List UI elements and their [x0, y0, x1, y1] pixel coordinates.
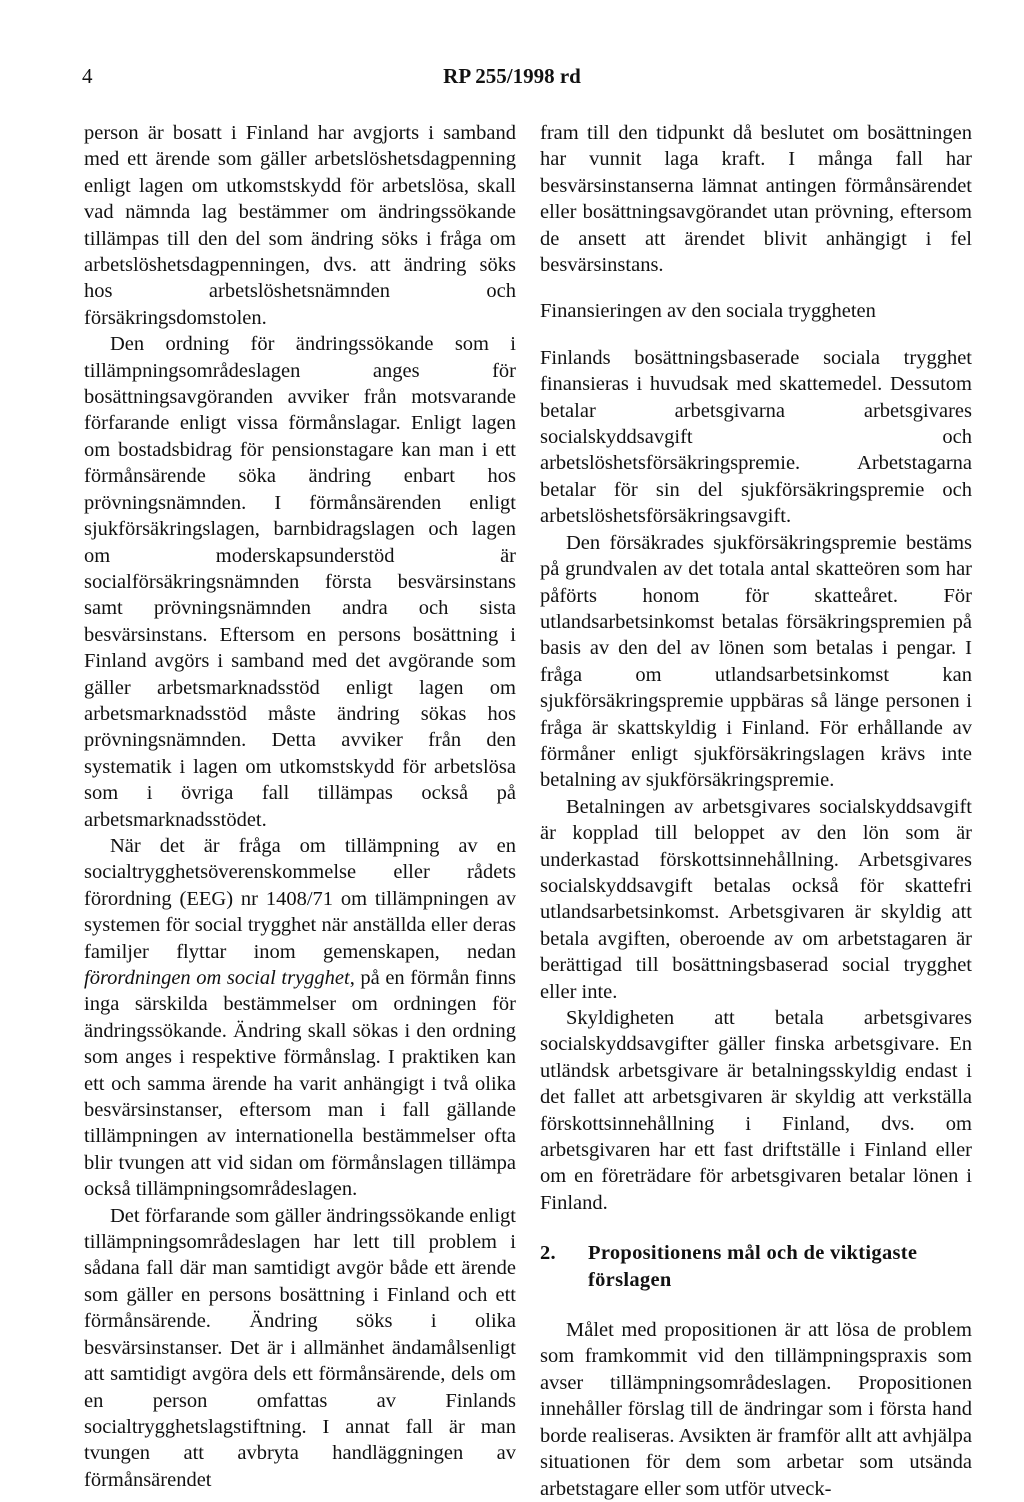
spacer — [540, 278, 972, 298]
paragraph: Den ordning för ändringssökande som i tillämpningsområdeslagen anges för bosättningsavgöranden avviker från motsvarande förfarande enligt vissa förmånslagar. Enligt lagen om bostadsbidrag för pensionstagare kan man i ett förmånsärende söka ändring enbart hos prövningsnämnden. I förmånsärenden enligt sjukförsäkringslagen, barnbidragslagen och lagen om moderskapsunderstöd är socialförsäkringsnämnden första besvärsinstans samt prövningsnämnden andra och sista besvärsinstans. Eftersom en persons bosättning i Finland avgörs i samband med det avgörande som gäller arbetsmarknadsstöd enligt lagen om arbetsmarknadsstöd måste ändring sökas hos prövningsnämnden. Detta avviker från den systematik i lagen om utkomstskydd för arbetslösa som i övriga fall tillämpas också på arbetsmarknadsstödet. — [84, 333, 516, 831]
italic-term: förordningen om social trygghet — [84, 967, 350, 989]
paragraph: Den försäkrades sjukförsäkringspremie bestäms på grundvalen av det totala antal skatteören som har påförts honom för skatteåret. För utlandsarbetsinkomst betalas försäkringspremien på basis av den del av lönen som betalas i pengar. I fråga om utlandsarbetsinkomst kan sjukförsäkringspremie uppbäras så länge personen i fråga är skattskyldig i Finland. För erhållande av förmåner enligt sjukförsäkringslagen krävs inte betalning av sjukförsäkringspremie. — [540, 531, 972, 792]
paragraph: Betalningen av arbetsgivares socialskyddsavgift är kopplad till beloppet av den lön som är underkastad förskottsinnehållning. Arbetsgivares socialskyddsavgift betalas också för skattefri utlandsarbetsinkomst. Arbetsgivaren är skyldig att betala avgiften, oberoende av om arbetstagaren är berättigad till bosättningsbaserad social trygghet eller inte. — [540, 795, 972, 1003]
paragraph: fram till den tidpunkt då beslutet om bosättningen har vunnit laga kraft. I många fall har besvärsinstanserna lämnat antingen förmånsärendet eller bosättningsavgörandet utan prövning, eftersom de ansett att ärendet blivit anhängigt i fel besvärsinstans. — [540, 122, 972, 277]
paragraph: Målet med propositionen är att lösa de problem som framkommit vid den tillämpningspraxis som avser tillämpningsområdeslagen. Propositionen innehåller förslag till de ändringar som i första hand borde realiseras. Avsikten är framför allt att avhjälpa situationen för dem som arbetar som utsända arbetstagare eller som utför utveck- — [540, 1319, 972, 1500]
spacer — [540, 1216, 972, 1240]
paragraph-text: , på en förmån finns inga särskilda bestämmelser om ordningen för ändringssökande. Ändring skall sökas i den ordning som anges i respektive förmånslag. I praktiken kan ett och samma ärende ha varit anhängigt i två olika besvärsinstanser, eftersom man i fall gällande tillämpningen av internationella bestämmelser ofta blir tvungen att vid sidan om förmånslagen tillämpa också tillämpningsområdeslagen. — [84, 967, 516, 1201]
page-header — [0, 64, 1024, 94]
subheading: Finansieringen av den sociala tryggheten — [540, 300, 876, 323]
paragraph: person är bosatt i Finland har avgjorts i samband med ett ärende som gäller arbetslöshetsdagpenning enligt lagen om utkomstskydd för arbetslösa, skall vad nämnda lag bestämmer om ändringssökande tillämpas till den del som ändring söks i fråga om arbetslöshetsdagpenningen, dvs. att ändring söks hos arbetslöshetsnämnden och försäkringsdomstolen. — [84, 122, 516, 329]
running-title: RP 255/1998 rd — [443, 64, 581, 88]
paragraph: Det förfarande som gäller ändringssökande enligt tillämpningsområdeslagen har lett till problem i sådana fall där man samtidigt avgör både ett ärende som gäller en persons bosättning i Finland och ett förmånsärende. Ändring söks i olika besvärsinstanser. Det är i allmänhet ändamålsenligt att samtidigt avgöra dels ett förmånsärende, dels om en person omfattas av Finlands socialtrygghetslagstiftning. I annat fall är man tvungen att avbryta handläggningen av förmånsärendet — [84, 1204, 516, 1491]
right-column — [540, 120, 972, 1502]
paragraph — [84, 833, 516, 1203]
section-number: 2. — [540, 1242, 556, 1265]
paragraph: Finlands bosättningsbaserade sociala trygghet finansieras i huvudsak med skattemedel. Dessutom betalar arbetsgivarna arbetsgivares socialskyddsavgift och arbetslöshetsförsäkringspremie. Arbetstagarna betalar för sin del sjukförsäkringspremie och arbetslöshetsförsäkringsavgift. — [540, 346, 972, 528]
page-number: 4 — [82, 64, 93, 88]
spacer — [540, 1293, 972, 1317]
section-heading — [540, 1240, 972, 1293]
paragraph: Skyldigheten att betala arbetsgivares socialskyddsavgifter gäller finska arbetsgivare. En utländsk arbetsgivare är betalningsskyldig endast i det fallet att arbetsgivaren är skyldig att verkställa förskottsinnehållning i Finland, dvs. om arbetsgivaren har ett fast driftställe i Finland eller om en företrädare för arbetsgivaren betalar lönen i Finland. — [540, 1007, 972, 1214]
paragraph-text: När det är fråga om tillämpning av en socialtrygghetsöverenskommelse eller rådets förordning (EEG) nr 1408/71 om tillämpningen av systemen för social trygghet när anställda eller deras familjer flyttar inom gemenskapen, nedan — [84, 834, 516, 963]
spacer — [540, 325, 972, 345]
section-title: Propositionens mål och de viktigaste förslagen — [588, 1242, 918, 1291]
left-column — [84, 120, 516, 1493]
